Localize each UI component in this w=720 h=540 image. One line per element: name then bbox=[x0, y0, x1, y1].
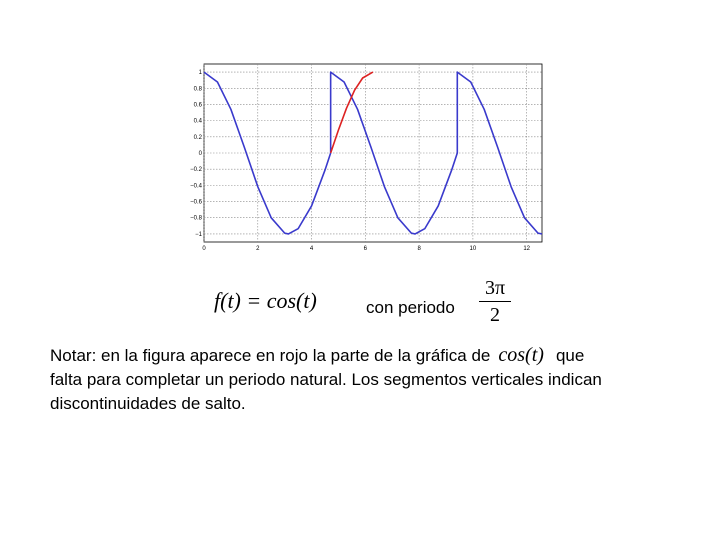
y-tick-label: 0 bbox=[198, 151, 202, 157]
x-tick-label: 2 bbox=[256, 246, 260, 252]
y-tick-label: 0.8 bbox=[193, 86, 202, 93]
period-text: con periodo bbox=[366, 298, 455, 317]
note-line-1-start: Notar: en la figura aparece en rojo la parte de la gráfica de bbox=[50, 346, 491, 365]
y-tick-label: −0.8 bbox=[190, 215, 202, 222]
note-line-2: falta para completar un periodo natural. Los segmentos verticales indican bbox=[50, 370, 602, 389]
note-line-1 bbox=[50, 343, 710, 368]
note-inline-formula: cos(t) bbox=[498, 344, 544, 366]
x-tick-label: 0 bbox=[202, 246, 206, 252]
y-tick-label: −0.2 bbox=[190, 167, 202, 174]
y-tick-label: 0.4 bbox=[193, 118, 202, 125]
y-axis-ticks bbox=[190, 70, 203, 238]
x-tick-label: 8 bbox=[417, 246, 421, 252]
fraction-numerator: 3π bbox=[484, 277, 506, 299]
y-tick-label: −1 bbox=[195, 231, 202, 238]
note-line-3: discontinuidades de salto. bbox=[50, 394, 246, 413]
period-fraction bbox=[477, 276, 513, 327]
note-line-1-end: que bbox=[555, 346, 585, 365]
x-tick-label: 4 bbox=[309, 246, 314, 252]
x-axis-ticks bbox=[202, 246, 530, 252]
fraction-denominator: 2 bbox=[490, 304, 500, 326]
fraction-bar bbox=[479, 301, 511, 302]
x-tick-label: 12 bbox=[523, 246, 531, 252]
y-tick-label: −0.6 bbox=[190, 199, 202, 206]
formula-main: f(t) = cos(t) bbox=[214, 288, 317, 313]
x-tick-label: 6 bbox=[363, 246, 368, 252]
y-tick-label: 0.6 bbox=[193, 102, 202, 109]
note-paragraph bbox=[50, 343, 710, 416]
y-tick-label: 1 bbox=[198, 70, 202, 77]
x-tick-label: 10 bbox=[469, 246, 477, 252]
cosine-chart bbox=[188, 58, 548, 258]
y-tick-label: −0.4 bbox=[190, 183, 202, 190]
y-tick-label: 0.2 bbox=[193, 134, 202, 141]
